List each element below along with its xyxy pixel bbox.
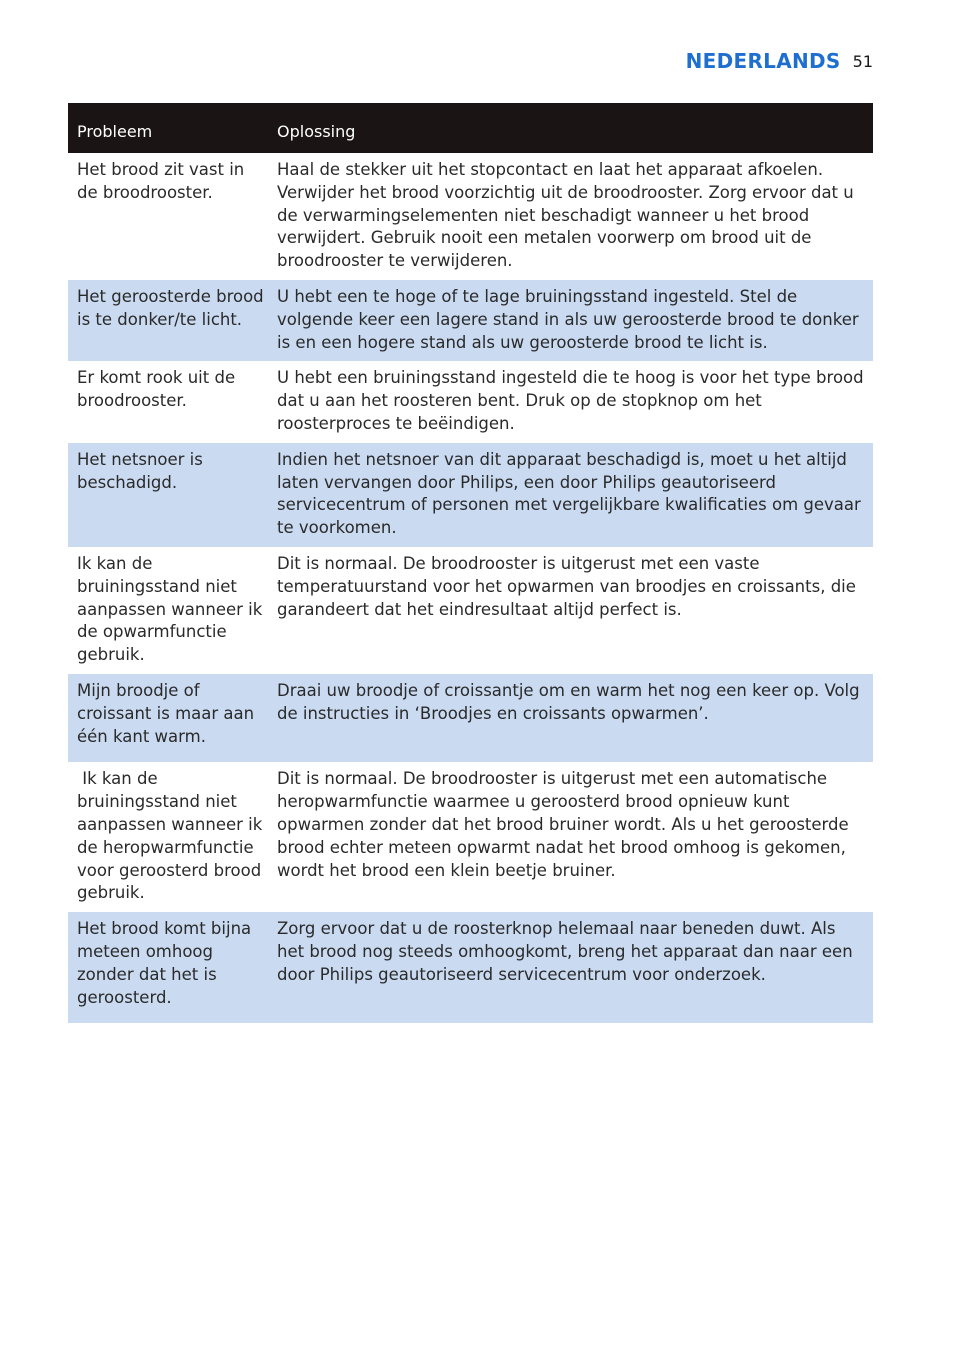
solution-cell: Dit is normaal. De broodrooster is uitgerust met een automatische heropwarmfunctie waarmee u geroosterd brood opnieuw kunt opwarmen zonder dat het brood bruiner wordt. Als u het geroosterde brood echter meteen opwarmt nadat het brood omhoog is gekomen, wordt het brood een klein beetje bruiner. — [277, 769, 849, 880]
problem-cell: Het geroosterde brood is te donker/te licht. — [68, 280, 273, 361]
solution-cell: Dit is normaal. De broodrooster is uitgerust met een vaste temperatuurstand voor het opwarmen van broodjes en croissants, die garandeert dat het eindresultaat altijd perfect is. — [277, 553, 856, 619]
page-number: 51 — [852, 51, 873, 71]
solution-cell: Zorg ervoor dat u de roosterknop helemaal naar beneden duwt. Als het brood nog steeds omhoogkomt, breng het apparaat dan naar een door Philips geautoriseerd servicecentrum voor onderzoek. — [273, 912, 873, 1023]
table-row — [68, 762, 873, 912]
table-header-row — [68, 103, 873, 153]
problem-cell: Het brood komt bijna meteen omhoog zonder dat het is geroosterd. — [68, 912, 273, 1023]
solution-cell: Draai uw broodje of croissantje om en warm het nog een keer op. Volg de instructies in ‘Broodjes en croissants opwarmen’. — [273, 674, 873, 762]
problem-cell: Ik kan de bruiningsstand niet aanpassen wanneer ik de heropwarmfunctie voor geroosterd brood gebruik. — [77, 769, 268, 903]
section-title: NEDERLANDS — [685, 49, 841, 73]
solution-cell: U hebt een bruiningsstand ingesteld die te hoog is voor het type brood dat u aan het roosteren bent. Druk op de stopknop om het roosterproces te beëindigen. — [277, 368, 864, 433]
table-row — [68, 280, 873, 361]
table-row — [68, 912, 873, 1023]
problem-cell: Er komt rook uit de broodrooster. — [77, 368, 236, 411]
problem-cell: Het brood zit vast in de broodrooster. — [77, 160, 245, 202]
table-row — [68, 153, 873, 280]
solution-cell: U hebt een te hoge of te lage bruiningsstand ingesteld. Stel de volgende keer een lagere stand in als uw geroosterde brood te donker is en een hogere stand als uw geroosterde brood te licht is. — [273, 280, 873, 361]
problem-cell: Mijn broodje of croissant is maar aan één kant warm. — [68, 674, 273, 762]
solution-cell: Haal de stekker uit het stopcontact en laat het apparaat afkoelen. Verwijder het brood voorzichtig uit de broodrooster. Zorg ervoor dat u de verwarmingselementen niet beschadigt wanneer u het brood verwijdert. Gebruik nooit een metalen voorwerp om brood uit de broodrooster te verwijderen. — [277, 160, 854, 271]
table-row — [68, 443, 873, 547]
solution-cell: Indien het netsnoer van dit apparaat beschadigd is, moet u het altijd laten vervangen door Philips, een door Philips geautoriseerd servicecentrum of personen met vergelijkbare kwalificaties om gevaar te voorkomen. — [273, 443, 873, 547]
problem-cell: Ik kan de bruiningsstand niet aanpassen wanneer ik de opwarmfunctie gebruik. — [77, 553, 263, 665]
table-row — [68, 547, 873, 674]
column-header-solution: Oplossing — [273, 103, 873, 153]
troubleshooting-table — [68, 103, 873, 1023]
table-row — [68, 361, 873, 442]
page-header — [686, 46, 873, 76]
column-header-problem: Probleem — [68, 103, 273, 153]
table-row — [68, 674, 873, 762]
problem-cell: Het netsnoer is beschadigd. — [68, 443, 273, 547]
